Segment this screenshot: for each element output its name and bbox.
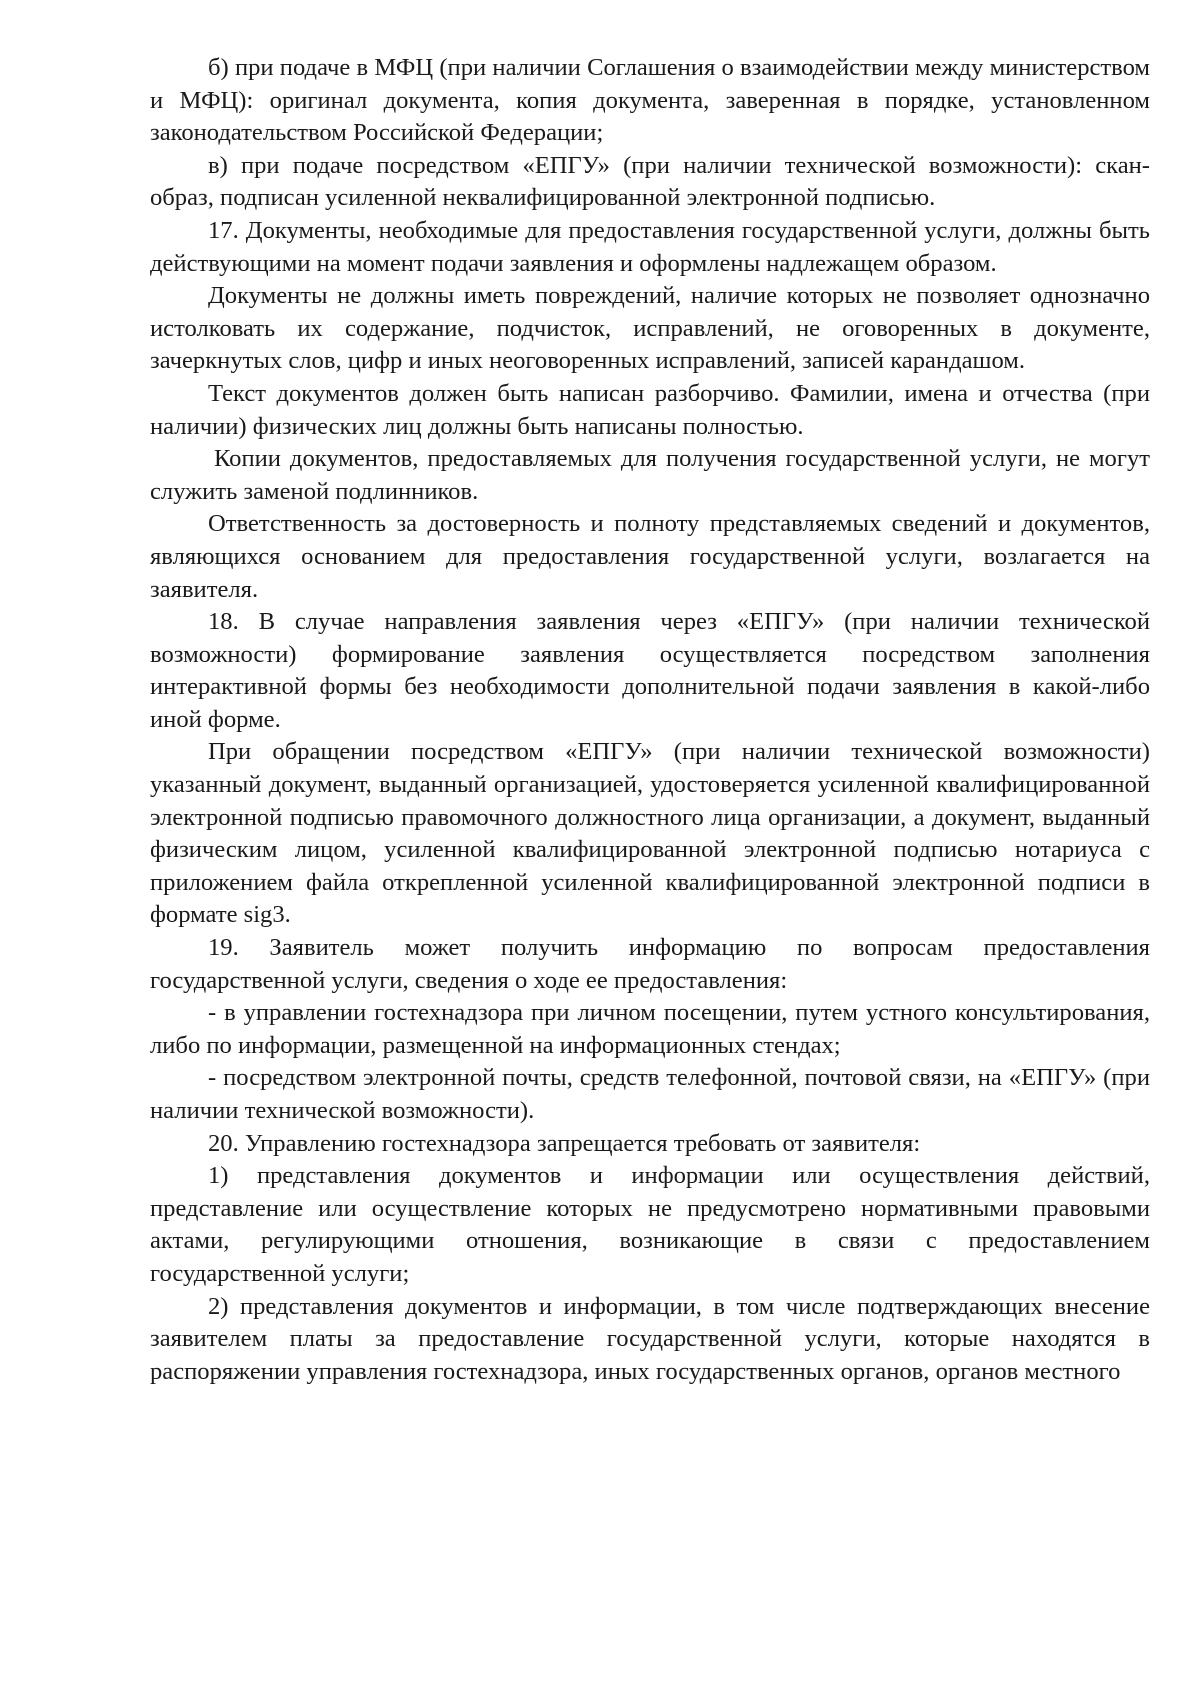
document-page [150, 52, 1150, 1388]
paragraph-info-remote: - посредством электронной почты, средств телефонной, почтовой связи, на «ЕПГУ» (при наличии технической возможности). [150, 1064, 1150, 1124]
paragraph-responsibility: Ответственность за достоверность и полноту представляемых сведений и документов, являющихся основанием для предоставления государственной услуги, возлагается на заявителя. [150, 510, 1150, 603]
paragraph-copies: Копии документов, предоставляемых для получения государственной услуги, не могут служить заменой подлинников. [150, 445, 1150, 505]
paragraph-clause-19: 19. Заявитель может получить информацию по вопросам предоставления государственной услуги, сведения о ходе ее предоставления: [150, 934, 1150, 994]
paragraph-item-b: б) при подаче в МФЦ (при наличии Соглашения о взаимодействии между министерством и МФЦ): оригинал документа, копия документа, заверенная в порядке, установленном законодательством Российской Федерации; [150, 54, 1150, 147]
paragraph-prohibition-2: 2) представления документов и информации, в том числе подтверждающих внесение заявителем платы за предоставление государственной услуги, которые находятся в распоряжении управления гостехнадзора, иных государственных органов, органов местного [150, 1292, 1150, 1385]
paragraph-legibility: Текст документов должен быть написан разборчиво. Фамилии, имена и отчества (при наличии) физических лиц должны быть написаны полностью. [150, 379, 1150, 440]
paragraph-clause-17: 17. Документы, необходимые для предоставления государственной услуги, должны быть действующими на момент подачи заявления и оформлены надлежащем образом. [150, 216, 1150, 277]
paragraph-clause-18: 18. В случае направления заявления через «ЕПГУ» (при наличии технической возможности) формирование заявления осуществляется посредством заполнения интерактивной формы без необходимости дополнительной подачи заявления в какой-либо иной форме. [150, 608, 1150, 733]
paragraph-clause-20: 20. Управлению гостехнадзора запрещается требовать от заявителя: [208, 1129, 921, 1157]
paragraph-prohibition-1: 1) представления документов и информации или осуществления действий, представление или осуществление которых не предусмотрено нормативными правовыми актами, регулирующими отношения, возникающие в связи с предоставлением государственной услуги; [150, 1162, 1150, 1287]
paragraph-damage-requirements: Документы не должны иметь повреждений, наличие которых не позволяет однозначно истолковать их содержание, подчисток, исправлений, не оговоренных в документе, зачеркнутых слов, цифр и иных неоговоренных исправлений, записей карандашом. [150, 282, 1150, 375]
paragraph-info-in-person: - в управлении гостехнадзора при личном посещении, путем устного консультирования, либо по информации, размещенной на информационных стендах; [150, 999, 1150, 1059]
paragraph-item-v: в) при подаче посредством «ЕПГУ» (при наличии технической возможности): скан-образ, подписан усиленной неквалифицированной электронной подписью. [150, 151, 1150, 212]
paragraph-signature-requirements: При обращении посредством «ЕПГУ» (при наличии технической возможности) указанный документ, выданный организацией, удостоверяется усиленной квалифицированной электронной подписью правомочного должностного лица организации, а документ, выданный физическим лицом, усиленной квалифицированной электронной подписью нотариуса с приложением файла открепленной усиленной квалифицированной электронной подписи в формате sig3. [150, 738, 1150, 929]
